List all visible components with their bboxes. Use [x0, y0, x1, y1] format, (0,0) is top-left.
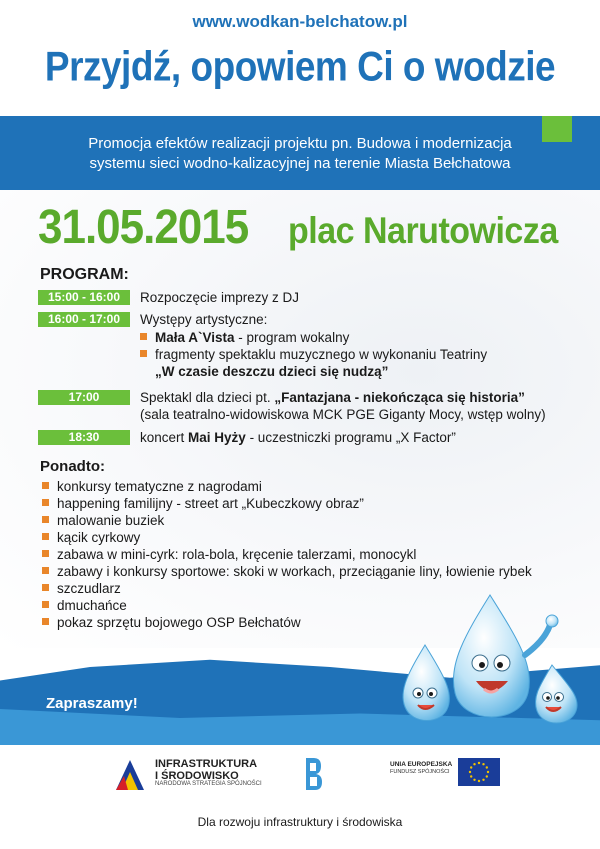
- list-item: happening familijny - street art „Kubeczkowy obraz”: [42, 495, 532, 512]
- event-place: plac Narutowicza: [288, 210, 558, 252]
- show-title-text: „W czasie deszczu dzieci się nudzą”: [155, 364, 389, 379]
- program-item-text: [140, 389, 525, 406]
- infrastruktura-logo-text: INFRASTRUKTURA I ŚRODOWISKO: [155, 758, 258, 782]
- project-subtitle: [20, 134, 580, 174]
- bullet-square-icon: [42, 567, 49, 574]
- list-item: zabawy i konkursy sportowe: skoki w workach, przeciąganie liny, łowienie rybek: [42, 563, 532, 580]
- bullet-square-icon: [140, 350, 147, 357]
- list-item: dmuchańce: [42, 597, 532, 614]
- list-item: konkursy tematyczne z nagrodami: [42, 478, 532, 495]
- performer-name: Mała A`Vista: [155, 330, 235, 345]
- subtitle-line: Promocja efektów realizacji projektu pn. Budowa i modernizacja: [88, 135, 512, 152]
- bullet-square-icon: [42, 499, 49, 506]
- eu-logo-subtext: FUNDUSZ SPÓJNOŚCI: [390, 769, 450, 775]
- list-item: zabawa w mini-cyrk: rola-bola, kręcenie talerzami, monocykl: [42, 546, 532, 563]
- infrastruktura-logo-tagline: NARODOWA STRATEGIA SPÓJNOŚCI: [155, 781, 262, 787]
- poster-headline: Przyjdź, opowiem Ci o wodzie: [44, 43, 556, 90]
- program-item-text: Występy artystyczne:: [140, 312, 268, 327]
- invite-text: Zapraszamy!: [46, 695, 138, 712]
- bullet-square-icon: [42, 482, 49, 489]
- performer-desc: - program wokalny: [234, 330, 350, 345]
- list-item: szczudlarz: [42, 580, 532, 597]
- bullet-square-icon: [42, 601, 49, 608]
- item-text-prefix: koncert: [140, 430, 189, 445]
- logos-bar: [0, 752, 600, 802]
- bullet-square-icon: [140, 333, 147, 340]
- water-drop-mascots-illustration: [380, 585, 590, 735]
- eu-flag-icon: [458, 758, 500, 786]
- program-item-note: (sala teatralno-widowiskowa MCK PGE Giganty Mocy, wstęp wolny): [140, 407, 546, 422]
- eu-logo-text: UNIA EUROPEJSKA: [390, 761, 453, 768]
- website-url[interactable]: www.wodkan-belchatow.pl: [192, 12, 408, 31]
- bullet-square-icon: [42, 516, 49, 523]
- time-badge: 18:30: [38, 430, 130, 445]
- time-badge: 15:00 - 16:00: [38, 290, 130, 305]
- program-title: PROGRAM:: [40, 266, 129, 283]
- footer-slogan: Dla rozwoju infrastruktury i środowiska: [197, 815, 403, 829]
- bullet-square-icon: [42, 550, 49, 557]
- list-item: pokaz sprzętu bojowego OSP Bełchatów: [42, 614, 532, 631]
- item-text-prefix: Spektakl dla dzieci pt.: [140, 390, 275, 405]
- program-sub-item: [140, 346, 487, 363]
- item-text-rest: - uczestniczki programu „X Factor”: [245, 430, 456, 445]
- program-sub-item: [140, 329, 349, 346]
- wodkan-b-logo-icon: [302, 756, 324, 792]
- program-item-text: Rozpoczęcie imprezy z DJ: [140, 290, 300, 305]
- extras-title: Ponadto:: [40, 458, 105, 475]
- list-item: kącik cyrkowy: [42, 529, 532, 546]
- bullet-square-icon: [42, 584, 49, 591]
- infrastruktura-logo-icon: [112, 756, 148, 794]
- show-title: [155, 363, 388, 380]
- event-date: 31.05.2015: [38, 200, 249, 254]
- time-badge: 17:00: [38, 390, 130, 405]
- item-text-bold: „Fantazjana - niekończąca się historia”: [274, 390, 525, 405]
- item-text-bold: Mai Hyży: [188, 430, 246, 445]
- bullet-square-icon: [42, 533, 49, 540]
- sub-item-text: fragmenty spektaklu muzycznego w wykonaniu Teatriny: [155, 347, 488, 362]
- list-item: malowanie buziek: [42, 512, 532, 529]
- program-item-text: [140, 429, 456, 446]
- subtitle-line: systemu sieci wodno-kalizacyjnej na terenie Miasta Bełchatowa: [89, 155, 511, 172]
- bullet-square-icon: [42, 618, 49, 625]
- time-badge: 16:00 - 17:00: [38, 312, 130, 327]
